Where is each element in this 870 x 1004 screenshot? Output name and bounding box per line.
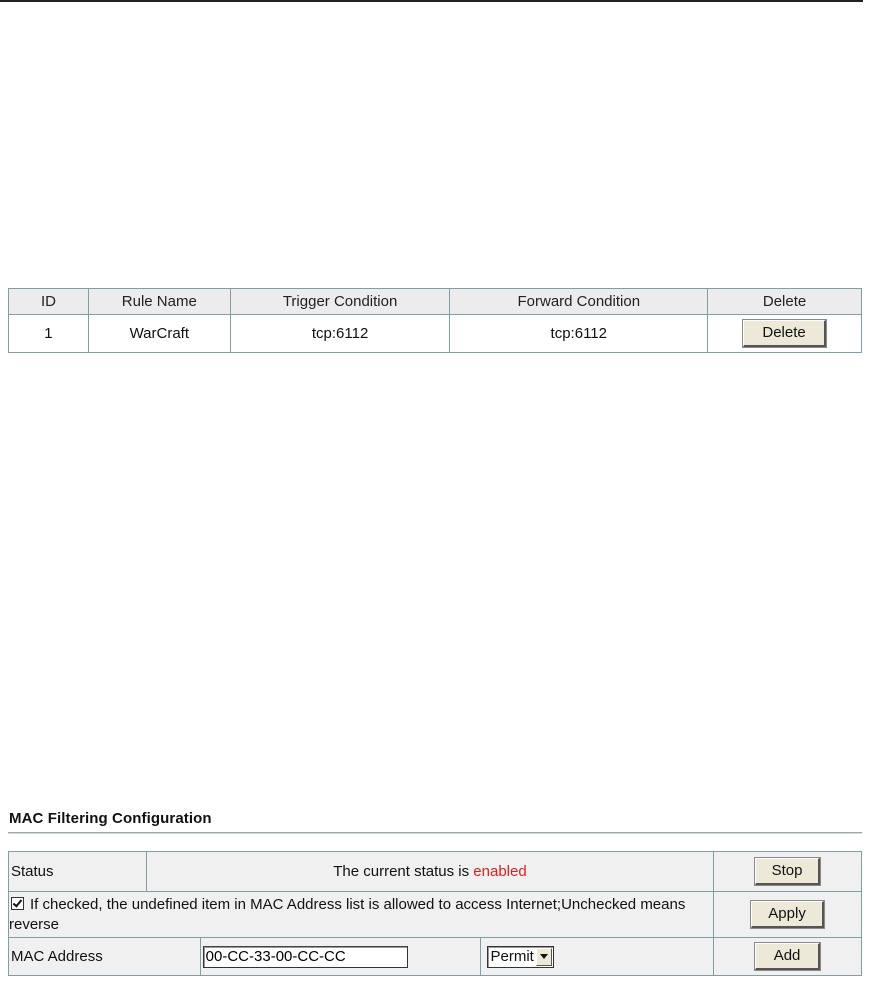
delete-button[interactable]: Delete bbox=[743, 320, 826, 347]
add-cell bbox=[714, 938, 862, 976]
status-label: Status bbox=[9, 852, 147, 892]
col-header-rule-name: Rule Name bbox=[88, 289, 230, 315]
apply-button[interactable]: Apply bbox=[751, 901, 824, 928]
action-select-cell bbox=[480, 938, 714, 976]
mac-address-label: MAC Address bbox=[9, 938, 201, 976]
section-title-divider bbox=[8, 832, 862, 834]
policy-cell bbox=[9, 892, 714, 938]
status-text bbox=[146, 852, 713, 892]
cell-forward-condition: tcp:6112 bbox=[450, 315, 708, 353]
col-header-delete: Delete bbox=[708, 289, 862, 315]
status-prefix: The current status is bbox=[333, 863, 474, 880]
mac-address-row bbox=[9, 938, 862, 976]
mac-input-cell bbox=[200, 938, 480, 976]
col-header-id: ID bbox=[9, 289, 89, 315]
action-select[interactable] bbox=[487, 946, 554, 968]
top-divider bbox=[0, 0, 863, 2]
policy-row bbox=[9, 892, 862, 938]
cell-rule-name: WarCraft bbox=[88, 315, 230, 353]
mac-filtering-table bbox=[8, 851, 862, 976]
col-header-forward-condition: Forward Condition bbox=[450, 289, 708, 315]
col-header-trigger-condition: Trigger Condition bbox=[230, 289, 450, 315]
stop-cell bbox=[714, 852, 862, 892]
action-select-value: Permit bbox=[490, 948, 534, 965]
cell-delete bbox=[708, 315, 862, 353]
allow-undefined-checkbox[interactable] bbox=[11, 897, 24, 910]
cell-id: 1 bbox=[9, 315, 89, 353]
section-title-mac-filtering: MAC Filtering Configuration bbox=[9, 810, 212, 827]
policy-description: If checked, the undefined item in MAC Address list is allowed to access Internet;Unchecked means reverse bbox=[9, 895, 686, 933]
apply-cell bbox=[714, 892, 862, 938]
cell-trigger-condition: tcp:6112 bbox=[230, 315, 450, 353]
status-row bbox=[9, 852, 862, 892]
port-trigger-table bbox=[8, 288, 862, 353]
table-row bbox=[9, 315, 862, 353]
stop-button[interactable]: Stop bbox=[755, 858, 820, 885]
add-button[interactable]: Add bbox=[755, 943, 820, 970]
chevron-down-icon[interactable] bbox=[536, 948, 552, 966]
table-header-row bbox=[9, 289, 862, 315]
mac-address-input[interactable] bbox=[203, 946, 408, 968]
status-value: enabled bbox=[473, 863, 527, 880]
